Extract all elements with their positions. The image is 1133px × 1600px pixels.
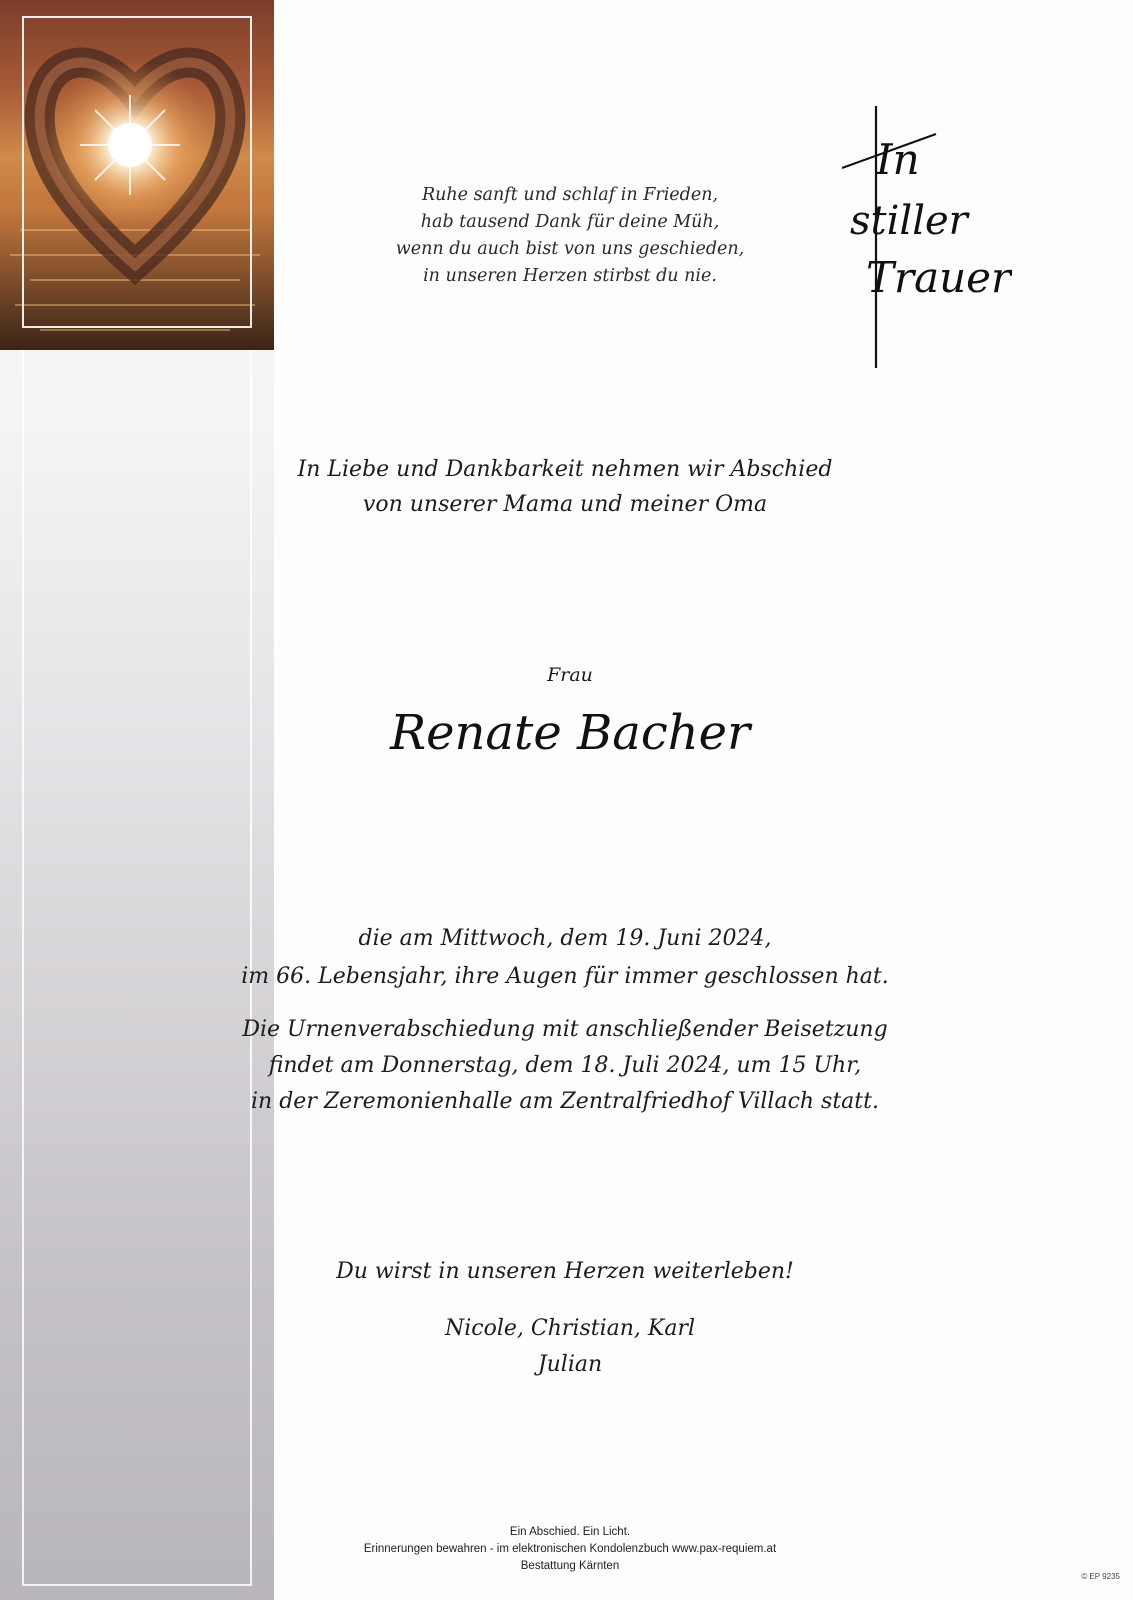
poem-line: Ruhe sanft und schlaf in Frieden, <box>421 185 719 205</box>
poem-line: wenn du auch bist von uns geschieden, <box>395 239 745 259</box>
poem <box>380 182 760 290</box>
in-stiller-trauer-cross-logo <box>842 96 1012 380</box>
ceremony-line: findet am Donnerstag, dem 18. Juli 2024, um 15 Uhr, <box>268 1053 862 1078</box>
photo-frame <box>22 16 252 328</box>
footer <box>280 1524 860 1575</box>
logo-line-1: In <box>876 135 920 184</box>
death-notice-line: im 66. Lebensjahr, ihre Augen für immer geschlossen hat. <box>241 964 889 989</box>
signers-line: Nicole, Christian, Karl <box>445 1316 695 1341</box>
poem-line: hab tausend Dank für deine Müh, <box>420 212 720 232</box>
intro-line: In Liebe und Dankbarkeit nehmen wir Abschied <box>297 457 833 482</box>
footer-line: Erinnerungen bewahren - im elektronischen Kondolenzbuch www.pax-requiem.at <box>363 1543 777 1555</box>
intro-line: von unserer Mama und meiner Oma <box>362 492 768 517</box>
deceased-name: Renate Bacher <box>389 705 751 761</box>
footer-line: Bestattung Kärnten <box>520 1560 620 1572</box>
footer-line: Ein Abschied. Ein Licht. <box>509 1526 631 1538</box>
farewell-message: Du wirst in unseren Herzen weiterleben! <box>336 1259 794 1284</box>
signers-line: Julian <box>537 1352 603 1377</box>
death-notice-line: die am Mittwoch, dem 19. Juni 2024, <box>358 926 772 951</box>
ceremony-details <box>240 1012 890 1120</box>
logo-line-2: stiller <box>850 198 968 244</box>
logo-line-3: Trauer <box>866 253 1012 302</box>
print-code: © EP 9235 <box>1081 1572 1120 1581</box>
ceremony-line: Die Urnenverabschiedung mit anschließender Beisetzung <box>242 1017 888 1042</box>
ceremony-line: in der Zeremonienhalle am Zentralfriedhof Villach statt. <box>251 1089 879 1114</box>
poem-line: in unseren Herzen stirbst du nie. <box>423 266 717 286</box>
heart-hands-sunset-photo <box>0 0 274 350</box>
intro-text <box>280 452 850 522</box>
signers <box>380 1311 760 1383</box>
death-notice <box>240 920 890 996</box>
deceased-title: Frau <box>547 664 593 686</box>
